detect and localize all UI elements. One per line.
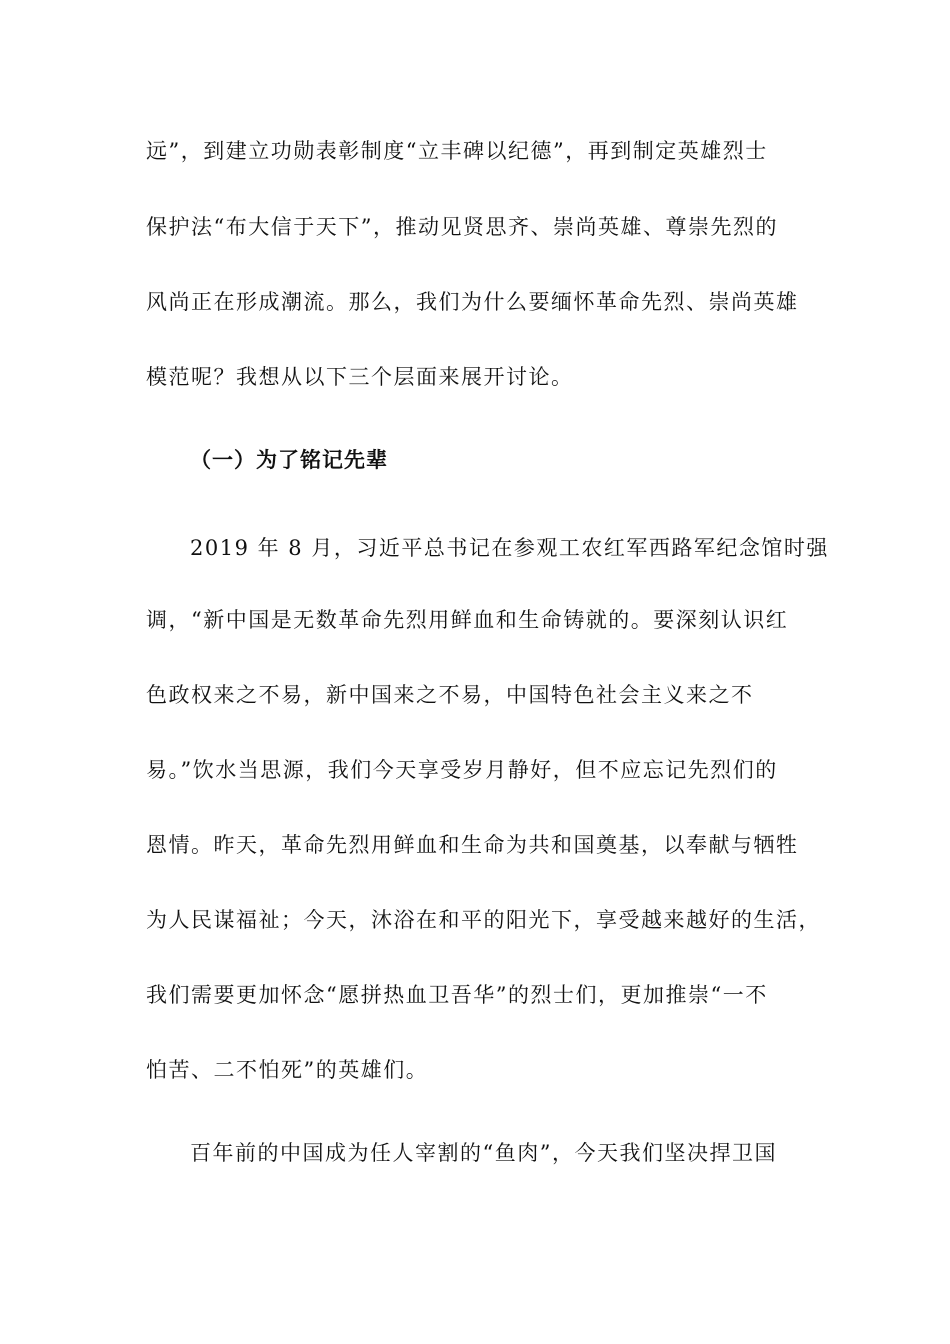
text-line: 易。”饮水当思源，我们今天享受岁月静好，但不应忘记先烈们的 [146, 758, 778, 782]
text-line: 色政权来之不易，新中国来之不易，中国特色社会主义来之不 [146, 683, 754, 707]
text-line: 怕苦、二不怕死”的英雄们。 [146, 1058, 429, 1082]
text-line: 模范呢？我想从以下三个层面来展开讨论。 [146, 365, 574, 389]
text-line: 我们需要更加怀念“愿拼热血卫吾华”的烈士们，更加推崇“一不 [146, 983, 768, 1007]
text-line: 保护法“布大信于天下”，推动见贤思齐、崇尚英雄、尊崇先烈的 [146, 215, 778, 239]
text-line: 百年前的中国成为任人宰割的“鱼肉”，今天我们坚决捍卫国 [190, 1141, 777, 1165]
text-line: 为人民谋福祉；今天，沐浴在和平的阳光下，享受越来越好的生活， [146, 908, 821, 932]
text-line: 恩情。昨天，革命先烈用鲜血和生命为共和国奠基，以奉献与牺牲 [146, 833, 799, 857]
text-line: 2019 年 8 月，习近平总书记在参观工农红军西路军纪念馆时强 [190, 536, 829, 560]
text-line: 远”，到建立功勋表彰制度“立丰碑以纪德”，再到制定英雄烈士 [146, 139, 768, 163]
section-heading: （一）为了铭记先辈 [190, 448, 388, 472]
text-line: 调，“新中国是无数革命先烈用鲜血和生命铸就的。要深刻认识红 [146, 608, 789, 632]
text-line: 风尚正在形成潮流。那么，我们为什么要缅怀革命先烈、崇尚英雄 [146, 290, 799, 314]
